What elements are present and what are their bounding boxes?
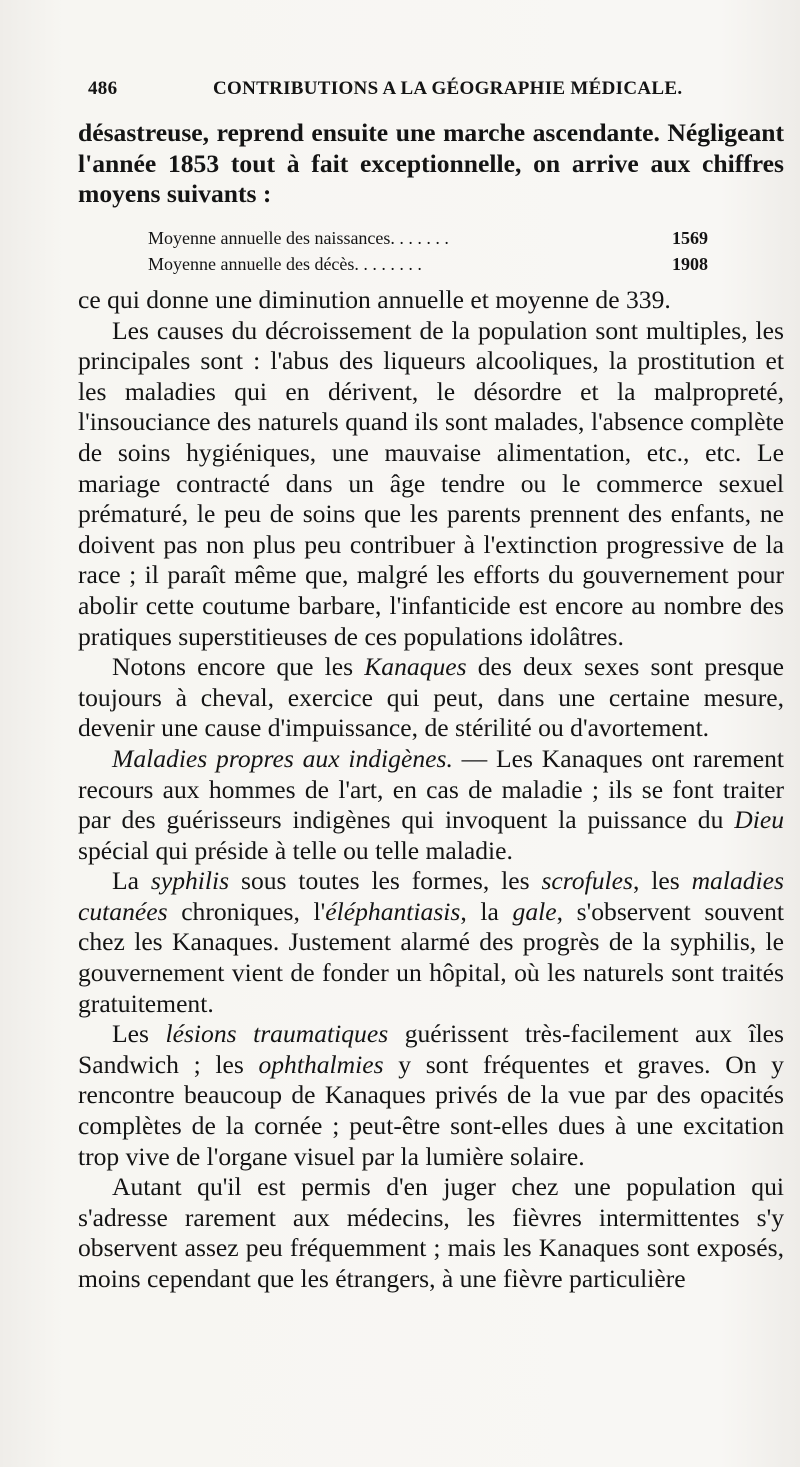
paragraph-lesions <box>78 1019 784 1172</box>
intro-paragraph: désastreuse, reprend ensuite une marche ascendante. Négligeant l'année 1853 tout à fait exceptionnelle, on arrive aux chiffres moyens suivants : <box>78 118 784 209</box>
section-heading: Maladies propres aux indigènes. <box>112 743 453 773</box>
paragraph-causes: Les causes du décroissement de la population sont multiples, les principales sont : l'abus des liqueurs alcooliques, la prostitution et les maladies qui en dérivent, le désordre et la malpropreté, l'insouciance des naturels quand ils sont malades, l'absence complète de soins hygiéniques, une mauvaise alimentation, etc., etc. Le mariage contracté dans un âge tendre ou le commerce sexuel prématuré, le peu de soins que les parents prennent des enfants, ne doivent pas non plus peu contribuer à l'extinction progressive de la race ; il paraît même que, malgré les efforts du gouvernement pour abolir cette coutume barbare, l'infanticide est encore au nombre des pratiques superstitieuses de ces populations idolâtres. <box>78 315 784 651</box>
paragraph-fievres: Autant qu'il est permis d'en juger chez une population qui s'adresse rarement aux médecins, les fièvres intermittentes s'y observent assez peu fréquemment ; mais les Kanaques sont exposés, moins cependant que les étrangers, à une fièvre particulière <box>78 1172 784 1293</box>
italic-term: ophthalmies <box>258 1049 384 1079</box>
page-number: 486 <box>88 78 118 99</box>
text-run: La <box>112 866 151 896</box>
text-run: , la <box>460 896 513 926</box>
italic-term: Kanaques <box>364 652 467 682</box>
italic-term: lésions traumatiques <box>165 1019 389 1049</box>
page-header <box>88 78 788 104</box>
text-run: des deux sexes sont presque toujours à cheval, exercice qui peut, dans une certaine mesure, devenir une cause d'impuissance, de stérilité ou d'avortement. <box>78 652 784 743</box>
table-row <box>148 251 708 277</box>
text-run: Notons encore que les <box>112 652 365 682</box>
statistics-table <box>148 225 708 277</box>
paragraph-maladies <box>78 744 784 866</box>
body-intro <box>78 118 784 210</box>
body-text <box>78 285 784 1295</box>
text-run: guérissent très-facilement aux îles Sandwich ; les <box>78 1019 785 1079</box>
row-label: Moyenne annuelle des décès. . . . . . . . <box>148 254 422 274</box>
italic-term: Dieu <box>734 805 784 835</box>
paragraph-cheval <box>78 652 784 744</box>
text-run: spécial qui préside à telle ou telle maladie. <box>78 835 513 865</box>
text-run: — Les Kanaques ont rarement recours aux hommes de l'art, en cas de maladie ; ils se font traiter par des guérisseurs indigènes qui invoquent la puissance du <box>78 743 784 835</box>
italic-term: syphilis <box>150 866 230 896</box>
row-value: 1569 <box>672 228 708 248</box>
italic-term: éléphantiasis <box>325 896 461 926</box>
text-run: chroniques, l' <box>167 896 326 926</box>
paragraph-syphilis <box>78 866 784 1019</box>
text-run: sous toutes les formes, les <box>229 866 542 896</box>
text-run: , s'observent souvent chez les Kanaques. Justement alarmé des progrès de la syphilis, le gouvernement vient de fonder un hôpital, où les naturels sont traités gratuitement. <box>78 896 785 1018</box>
running-title: CONTRIBUTIONS A LA GÉOGRAPHIE MÉDICALE. <box>213 78 683 99</box>
italic-term: maladies cutanées <box>78 866 784 926</box>
italic-term: scrofules <box>541 866 633 896</box>
text-run: , les <box>632 866 692 896</box>
row-label: Moyenne annuelle des naissances. . . . . . . <box>148 228 449 248</box>
paragraph-diminution: ce qui donne une diminution annuelle et moyenne de 339. <box>78 285 671 314</box>
row-value: 1908 <box>672 254 708 274</box>
italic-term: gale <box>512 896 557 926</box>
text-run: y sont fréquentes et graves. On y rencontre beaucoup de Kanaques privés de la vue par des opacités complètes de la cornée ; peut-être sont-elles dues à une excitation trop vive de l'organe visuel par la lumière solaire. <box>78 1049 784 1171</box>
table-row <box>148 225 708 251</box>
text-run: Les <box>112 1019 166 1049</box>
